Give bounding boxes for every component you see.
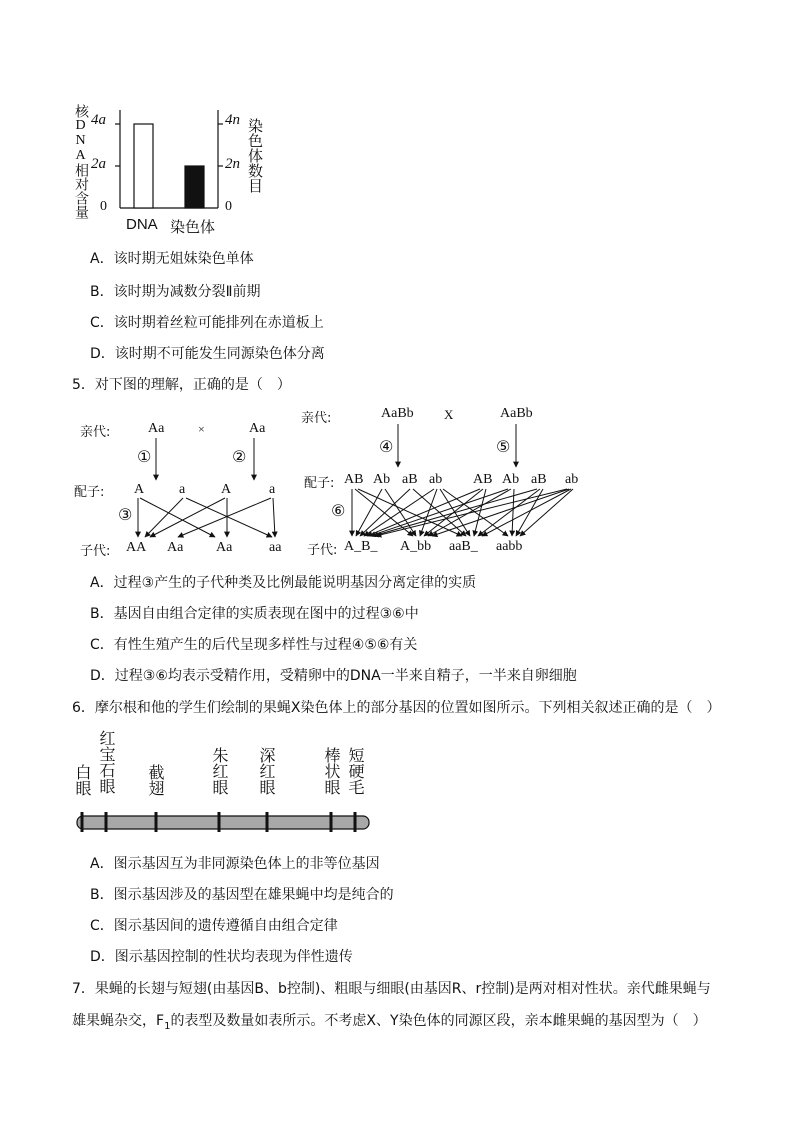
gene-label: 白眼 <box>73 764 92 796</box>
q5-option-b: B．基因自由组合定律的实质表现在图中的过程③⑥中 <box>90 606 419 622</box>
left-parent-1: Aa <box>148 421 165 436</box>
q6-option-a: A．图示基因互为非同源染色体上的非等位基因 <box>90 856 380 872</box>
left-gamete: a <box>179 482 186 497</box>
left-tick-0: 0 <box>100 199 107 214</box>
left-offspring: aa <box>269 540 282 555</box>
left-cross-sign: × <box>198 422 205 436</box>
right-offspring: A_B_ <box>344 539 378 554</box>
q5-option-d: D．过程③⑥均表示受精作用，受精卵中的DNA一半来自精子，一半来自卵细胞 <box>90 668 577 684</box>
process-5-mark: ⑤ <box>496 437 511 456</box>
right-parent-1: AaBb <box>381 406 414 421</box>
q7-line2-pre: 雄果蝇杂交，F <box>72 1013 165 1029</box>
left-offspring: Aa <box>216 540 233 555</box>
q5-option-c: C．有性生殖产生的后代呈现多样性与过程④⑤⑥有关 <box>90 637 418 653</box>
gene-label: 朱红眼 <box>210 747 229 795</box>
q4-option-d: D．该时期不可能发生同源染色体分离 <box>90 346 325 362</box>
right-gamete-right: AB <box>473 472 493 487</box>
right-offspring: aaB_ <box>449 539 478 554</box>
x-chromosome-bar <box>72 812 374 834</box>
right-tick-4n: 4n <box>225 112 240 128</box>
q7-stem-line-1: 7．果蝇的长翅与短翅(由基因B、b控制)、粗眼与细眼(由基因R、r控制)是两对相对性状。亲代雌果蝇与 <box>72 981 711 997</box>
gene-label: 深红眼 <box>257 747 276 795</box>
left-tick-4a: 4a <box>91 112 106 128</box>
right-gamete-left: AB <box>344 472 364 487</box>
right-parent-row-label: 亲代: <box>301 411 332 426</box>
left-parent-row-label: 亲代: <box>80 425 111 440</box>
left-gamete: a <box>269 482 276 497</box>
right-gamete-left: Ab <box>373 472 391 487</box>
right-offspring: aabb <box>496 539 523 554</box>
right-gamete-right: aB <box>531 472 547 487</box>
q7-stem-line-2 <box>72 1010 707 1032</box>
q7-line2-post: 的表型及数量如表所示。不考虑X、Y染色体的同源区段，亲本雌果蝇的基因型为（ ） <box>170 1013 707 1029</box>
x-label-dna: DNA <box>126 216 158 233</box>
q5-option-a: A．过程③产生的子代种类及比例最能说明基因分离定律的实质 <box>90 575 477 591</box>
process-3-mark: ③ <box>118 505 133 524</box>
q4-option-a: A．该时期无姐妹染色单体 <box>90 251 254 267</box>
right-y-axis-label: 染色体数目 <box>246 118 262 193</box>
left-gamete: A <box>134 482 145 497</box>
process-1-mark: ① <box>137 447 152 466</box>
left-offspring-row-label: 子代: <box>80 544 111 559</box>
gene-label: 短硬毛 <box>346 747 365 795</box>
q7-f1-subscript: 1 <box>164 1020 171 1032</box>
left-parent-2: Aa <box>249 421 266 436</box>
left-y-axis-label: 核DNA相对含量 <box>73 104 88 219</box>
q5-stem: 5．对下图的理解，正确的是（ ） <box>72 377 291 393</box>
q4-option-c: C．该时期着丝粒可能排列在赤道板上 <box>90 315 324 331</box>
right-gamete-right: ab <box>565 472 579 487</box>
q4-option-b: B．该时期为减数分裂Ⅱ前期 <box>90 284 261 300</box>
q6-option-c: C．图示基因间的遗传遵循自由组合定律 <box>90 918 338 934</box>
left-gamete: A <box>221 482 232 497</box>
left-gamete-row-label: 配子: <box>74 485 105 500</box>
right-offspring: A_bb <box>400 539 432 554</box>
right-gamete-left: ab <box>429 472 443 487</box>
q6-stem: 6．摩尔根和他的学生们绘制的果蝇X染色体上的部分基因的位置如图所示。下列相关叙述正确的是（ ） <box>72 700 721 716</box>
right-parent-2: AaBb <box>500 406 533 421</box>
gene-label: 棒状眼 <box>322 747 341 795</box>
right-cross-sign: X <box>444 407 454 422</box>
left-offspring: Aa <box>167 540 184 555</box>
gene-label: 截翅 <box>146 764 165 796</box>
gene-label: 红宝石眼 <box>97 730 116 794</box>
process-2-mark: ② <box>232 447 247 466</box>
q6-option-b: B．图示基因涉及的基因型在雄果蝇中均是纯合的 <box>90 887 394 903</box>
left-offspring: AA <box>126 540 147 555</box>
right-offspring-row-label: 子代: <box>307 543 338 558</box>
q6-option-d: D．图示基因控制的性状均表现为伴性遗传 <box>90 949 353 965</box>
process-6-mark: ⑥ <box>331 501 346 520</box>
left-tick-2a: 2a <box>91 156 106 172</box>
chromosome-body <box>77 816 369 829</box>
right-tick-2n: 2n <box>225 156 240 172</box>
x-label-chromosome: 染色体 <box>170 218 216 236</box>
right-gamete-left: aB <box>402 472 418 487</box>
right-gamete-right: Ab <box>502 472 520 487</box>
right-gamete-row-label: 配子: <box>304 476 335 491</box>
process-4-mark: ④ <box>379 437 394 456</box>
right-tick-0: 0 <box>225 199 232 214</box>
